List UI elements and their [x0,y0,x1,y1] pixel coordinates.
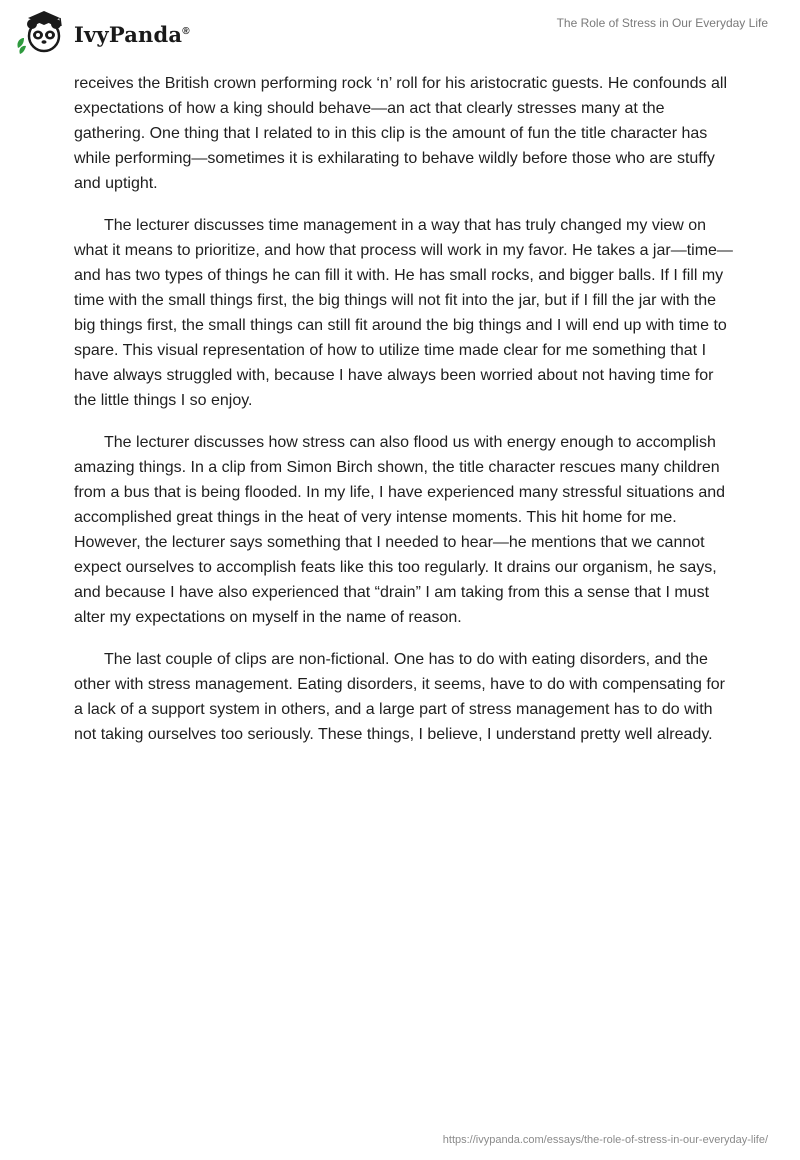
ivypanda-logo[interactable] [14,8,190,56]
paragraph-stress-energy: The lecturer discusses how stress can also flood us with energy enough to accomplish amazing things. In a clip from Simon Birch shown, the title character rescues many children from a bus that is being flooded. In my life, I have experienced many stressful situations and accomplished great things in the heat of very intense moments. This hit home for me. However, the lecturer says something that I needed to hear—he mentions that we cannot expect ourselves to accomplish feats like this too regularly. It drains our organism, he says, and because I have also experienced that “drain” I am taking from this a sense that I must alter my expectations on myself in the name of reason. [74,434,726,626]
paragraph-non-fictional-clips: The last couple of clips are non-fictional. One has to do with eating disorders, and the other with stress management. Eating disorders, it seems, have to do with compensating for a lack of a support system in others, and a large part of stress management has to do with not taking ourselves too seriously. These things, I believe, I understand pretty well already. [74,651,725,743]
document-title: The Role of Stress in Our Everyday Life [556,16,768,30]
paragraph-time-management: The lecturer discusses time management in a way that has truly changed my view on what it means to prioritize, and how that process will work in my favor. He takes a jar—time—and has two types of things he can fill it with. He has small rocks, and bigger balls. If I fill my time with the small things first, the big things will not fit into the jar, but if I fill the jar with the big things first, the small things can still fit around the big things and I will end up with time to spare. This visual representation of how to utilize time made clear for me something that I have always struggled with, because I have always been worried about not having time for the little things I so enjoy. [74,217,733,409]
logo-wordmark: IvyPanda® [74,21,190,47]
paragraph-continuation: receives the British crown performing rock ‘n’ roll for his aristocratic guests. He confounds all expectations of how a king should behave—an act that clearly stresses many at the gathering. One thing that I related to in this clip is the amount of fun the title character has while performing—sometimes it is exhilarating to behave wildly before those who are stuffy and uptight. [74,75,727,192]
registered-mark: ® [182,25,190,37]
panda-logo-icon [14,8,70,56]
page-header [0,0,800,70]
essay-body [74,71,734,764]
source-url[interactable]: https://ivypanda.com/essays/the-role-of-stress-in-our-everyday-life/ [442,1134,768,1146]
